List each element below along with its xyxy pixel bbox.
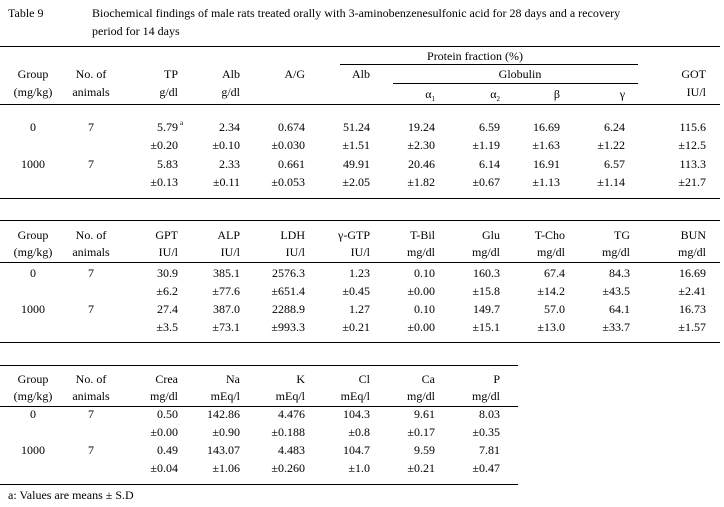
t1-group-cell: 0 [30,120,36,134]
t1-sd-cell: ±2.30 [407,138,435,152]
t3-col-unit: mg/dl [471,389,500,403]
t1-animals-cell: 7 [88,157,94,171]
t2-header-rule [0,262,720,263]
t3-mean-cell: 143.07 [207,443,240,457]
t1-mean-cell: 2.34 [219,120,240,134]
t2-mean-cell: 387.0 [213,302,240,316]
footnote: a: Values are means ± S.D [8,488,134,502]
t1-got-header: GOT [681,67,706,81]
t1-sd-cell: ±0.053 [271,175,305,189]
t2-col-header: LDH [280,228,305,242]
t3-group-cell: 1000 [21,443,45,457]
t1-mean-cell: 5.83 [157,157,178,171]
t1-sd-cell: ±1.51 [342,138,370,152]
t1-mean-cell: 49.91 [343,157,370,171]
caption-line-1: Biochemical findings of male rats treated orally with 3-aminobenzenesulfonic acid for 28 days and a recovery [92,6,621,20]
t3-col-header: Crea [155,372,178,386]
t2-sd-cell: ±43.5 [602,284,630,298]
t1-mean-cell: 51.24 [343,120,370,134]
t3-col-header: P [493,372,500,386]
t1-animals-unit: animals [72,85,110,99]
t3-animals-header: No. of [75,372,107,386]
t1-mean-cell: 2.33 [219,157,240,171]
t3-mean-cell: 104.7 [343,443,370,457]
t1-sd-cell: ±1.22 [597,138,625,152]
t1-alb-unit: g/dl [221,85,240,99]
t1-beta-header: β [553,87,560,101]
t1-mean-cell: 0.661 [278,157,305,171]
t3-animals-cell: 7 [88,443,94,457]
t2-mean-cell: 2576.3 [272,266,305,280]
t2-mean-cell: 64.1 [609,302,630,316]
t1-animals-cell: 7 [88,120,94,134]
t2-col-header: Glu [482,228,500,242]
t2-sd-cell: ±2.41 [678,284,706,298]
t3-group-cell: 0 [30,407,36,421]
t2-sd-cell: ±6.2 [156,284,178,298]
t3-top-rule [0,365,518,366]
t2-mean-cell: 57.0 [544,302,565,316]
t3-col-header: Na [226,372,240,386]
t3-mean-cell: 9.59 [414,443,435,457]
t1-footnote-mark: a [180,119,184,127]
t2-group-header: Group [17,228,49,242]
t2-sd-cell: ±15.1 [472,320,500,334]
t1-mean-cell: 6.24 [604,120,625,134]
t2-mean-cell: 1.23 [349,266,370,280]
t2-mean-cell: 16.69 [679,266,706,280]
t2-sd-cell: ±77.6 [212,284,240,298]
t1-globulin-rule [393,83,638,84]
t1-sd-cell: ±1.14 [597,175,625,189]
t3-mean-cell: 142.86 [207,407,240,421]
t3-col-unit: mg/dl [406,389,435,403]
t2-sd-cell: ±0.45 [342,284,370,298]
t3-sd-cell: ±0.90 [212,425,240,439]
t3-mean-cell: 8.03 [479,407,500,421]
t1-sd-cell: ±1.13 [532,175,560,189]
t2-group-cell: 0 [30,266,36,280]
t3-sd-cell: ±0.00 [150,425,178,439]
t2-col-header: γ-GTP [338,228,370,242]
t2-sd-cell: ±13.0 [537,320,565,334]
t2-mean-cell: 149.7 [473,302,500,316]
t1-sd-cell: ±1.19 [472,138,500,152]
t2-sd-cell: ±1.57 [678,320,706,334]
t3-animals-cell: 7 [88,407,94,421]
t1-sd-cell: ±1.82 [407,175,435,189]
t1-top-rule [0,46,720,47]
t3-sd-cell: ±0.188 [271,425,305,439]
t2-animals-cell: 7 [88,266,94,280]
t3-sd-cell: ±0.8 [348,425,370,439]
t2-sd-cell: ±0.21 [342,320,370,334]
t3-sd-cell: ±0.35 [472,425,500,439]
t2-mean-cell: 0.10 [414,302,435,316]
t1-tp-unit: g/dl [159,85,178,99]
t2-col-unit: IU/l [220,245,240,259]
t3-col-header: Cl [358,372,370,386]
t3-col-header: Ca [421,372,435,386]
t2-col-unit: mg/dl [536,245,565,259]
t3-mean-cell: 7.81 [479,443,500,457]
t2-col-unit: mg/dl [406,245,435,259]
t1-mean-cell: 5.79 [157,120,178,134]
t2-top-rule [0,220,720,221]
t1-mean-cell: 6.57 [604,157,625,171]
t3-sd-cell: ±0.17 [407,425,435,439]
t1-protein-rule [340,64,638,65]
t1-header-rule [0,104,720,105]
t2-col-unit: mg/dl [677,245,706,259]
t1-mean-cell: 0.674 [278,120,305,134]
t1-sd-cell: ±1.63 [532,138,560,152]
t2-mean-cell: 16.73 [679,302,706,316]
t1-ag-header: A/G [284,67,305,81]
t3-sd-cell: ±1.06 [212,461,240,475]
t1-alpha1-header: $\alpha_1$ [425,87,435,103]
t2-mean-cell: 0.10 [414,266,435,280]
t3-col-unit: mEq/l [275,389,305,403]
t2-mean-cell: 1.27 [349,302,370,316]
t2-col-unit: IU/l [350,245,370,259]
t1-sd-cell: ±0.030 [271,138,305,152]
t1-protein-alb-header: Alb [352,67,370,81]
t2-mean-cell: 30.9 [157,266,178,280]
t1-mean-cell: 6.59 [479,120,500,134]
t2-col-unit: mg/dl [471,245,500,259]
t2-mean-cell: 67.4 [544,266,565,280]
t1-mean-cell: 16.69 [533,120,560,134]
t3-group-unit: (mg/kg) [13,389,53,403]
t1-alb-header: Alb [222,67,240,81]
t1-group-cell: 1000 [21,157,45,171]
t3-group-header: Group [17,372,49,386]
t1-bottom-rule [0,198,720,199]
t2-sd-cell: ±0.00 [407,284,435,298]
t2-animals-header: No. of [75,228,107,242]
t1-sd-cell: ±12.5 [678,138,706,152]
t2-mean-cell: 385.1 [213,266,240,280]
t2-sd-cell: ±0.00 [407,320,435,334]
t2-col-header: T-Cho [534,228,565,242]
t2-col-header: BUN [680,228,706,242]
t2-sd-cell: ±3.5 [156,320,178,334]
t2-col-unit: mg/dl [601,245,630,259]
t3-mean-cell: 9.61 [414,407,435,421]
t3-sd-cell: ±1.0 [348,461,370,475]
t1-got-unit: IU/l [686,85,706,99]
t3-animals-unit: animals [72,389,110,403]
t2-mean-cell: 160.3 [473,266,500,280]
t1-mean-cell: 19.24 [408,120,435,134]
t1-sd-cell: ±0.20 [150,138,178,152]
t2-col-header: GPT [155,228,178,242]
t1-sd-cell: ±0.67 [472,175,500,189]
t2-animals-unit: animals [72,245,110,259]
t1-group-unit: (mg/kg) [13,85,53,99]
t2-animals-cell: 7 [88,302,94,316]
t2-col-header: ALP [217,228,240,242]
t2-mean-cell: 84.3 [609,266,630,280]
t2-group-cell: 1000 [21,302,45,316]
t1-mean-cell: 115.6 [679,120,706,134]
t3-bottom-rule [0,484,518,485]
t2-col-header: T-Bil [410,228,435,242]
t1-mean-cell: 6.14 [479,157,500,171]
caption-line-2: period for 14 days [92,24,180,38]
t1-sd-cell: ±0.11 [212,175,240,189]
t2-col-header: TG [614,228,630,242]
t1-gamma-header: γ [619,87,625,101]
t3-sd-cell: ±0.21 [407,461,435,475]
t2-sd-cell: ±15.8 [472,284,500,298]
t2-col-unit: IU/l [158,245,178,259]
t2-sd-cell: ±14.2 [537,284,565,298]
t1-globulin-header: Globulin [498,67,542,81]
table-label: Table 9 [8,6,44,20]
t1-tp-header: TP [163,67,178,81]
t2-group-unit: (mg/kg) [13,245,53,259]
t1-group-header: Group [17,67,49,81]
t3-mean-cell: 4.483 [278,443,305,457]
t3-col-unit: mg/dl [149,389,178,403]
t2-sd-cell: ±33.7 [602,320,630,334]
t2-sd-cell: ±651.4 [271,284,305,298]
t2-mean-cell: 27.4 [157,302,178,316]
t2-col-unit: IU/l [285,245,305,259]
t3-sd-cell: ±0.47 [472,461,500,475]
t1-protein-fraction-header: Protein fraction (%) [427,49,523,63]
t3-sd-cell: ±0.04 [150,461,178,475]
t1-sd-cell: ±0.13 [150,175,178,189]
t1-sd-cell: ±21.7 [678,175,706,189]
t1-mean-cell: 20.46 [408,157,435,171]
t3-mean-cell: 104.3 [343,407,370,421]
t1-animals-header: No. of [75,67,107,81]
t3-col-unit: mEq/l [210,389,240,403]
t3-sd-cell: ±0.260 [271,461,305,475]
t1-alpha2-header: $\alpha_2$ [490,87,500,103]
t2-mean-cell: 2288.9 [272,302,305,316]
t3-mean-cell: 4.476 [278,407,305,421]
t3-col-header: K [296,372,305,386]
t3-mean-cell: 0.50 [157,407,178,421]
t2-bottom-rule [0,342,720,343]
t2-sd-cell: ±73.1 [212,320,240,334]
t1-mean-cell: 113.3 [679,157,706,171]
t1-sd-cell: ±2.05 [342,175,370,189]
t1-sd-cell: ±0.10 [212,138,240,152]
t2-sd-cell: ±993.3 [271,320,305,334]
t3-col-unit: mEq/l [340,389,370,403]
t1-mean-cell: 16.91 [533,157,560,171]
t3-mean-cell: 0.49 [157,443,178,457]
